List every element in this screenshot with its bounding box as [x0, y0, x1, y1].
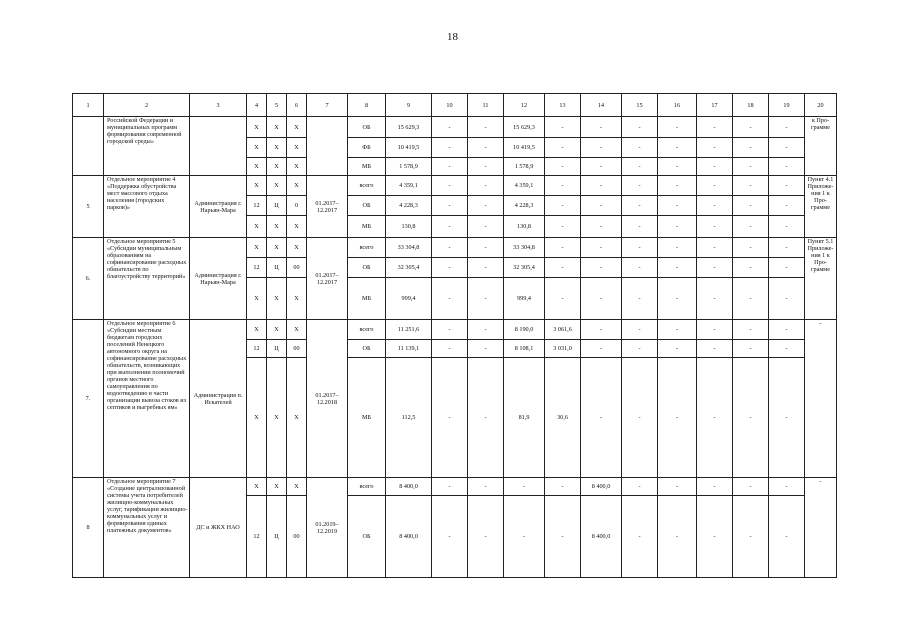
- amount-cell: -: [581, 278, 622, 320]
- amount-cell: -: [658, 320, 697, 340]
- amount-cell: -: [468, 340, 504, 358]
- amount-cell: -: [432, 340, 468, 358]
- budget-code-cell: Х: [287, 278, 307, 320]
- note-cell: Пункт 4.1 Приложе-ния 1 к Про-грамме: [805, 176, 837, 238]
- amount-cell: -: [658, 478, 697, 496]
- period-cell: 01.2017–12.2017: [307, 176, 348, 238]
- amount-cell: -: [769, 158, 805, 176]
- budget-code-cell: Х: [287, 158, 307, 176]
- amount-cell: 4 359,1: [504, 176, 545, 196]
- budget-code-cell: Х: [247, 358, 267, 478]
- amount-cell: -: [432, 320, 468, 340]
- amount-cell: -: [468, 496, 504, 578]
- amount-cell: -: [769, 478, 805, 496]
- amount-cell: -: [697, 478, 733, 496]
- budget-code-cell: Х: [267, 138, 287, 158]
- budget-code-cell: 0: [287, 196, 307, 216]
- amount-cell: -: [432, 238, 468, 258]
- amount-cell: -: [581, 158, 622, 176]
- budget-code-cell: Х: [247, 478, 267, 496]
- amount-cell: -: [769, 117, 805, 138]
- measure-name: Отдельное мероприятие 6 «Субсидии местным бюджетам городских поселений Ненецкого автономного округа на софинансирование расходных обязательств, возникающих при выполнении полномочий органов местного самоуправления по водоотведению в части организации вывоза стоков из септиков и выгребных ям»: [104, 320, 190, 478]
- executor: Администрация г. Нарьян-Мара: [190, 176, 247, 238]
- amount-cell: 8 400,0: [386, 478, 432, 496]
- amount-cell: -: [622, 216, 658, 238]
- amount-cell: -: [733, 196, 769, 216]
- amount-cell: -: [733, 216, 769, 238]
- budget-code-cell: Х: [267, 158, 287, 176]
- amount-cell: 8 400,0: [581, 496, 622, 578]
- budget-code-cell: Х: [267, 278, 287, 320]
- amount-cell: -: [658, 238, 697, 258]
- row-number: 7.: [73, 320, 104, 478]
- budget-code-cell: Х: [247, 158, 267, 176]
- amount-cell: -: [545, 238, 581, 258]
- funding-source-cell: ОБ: [348, 340, 386, 358]
- amount-cell: -: [432, 478, 468, 496]
- note-cell: Пункт 5.1 Приложе-ния 1 к Про-грамме: [805, 238, 837, 320]
- amount-cell: -: [545, 196, 581, 216]
- amount-cell: -: [468, 238, 504, 258]
- amount-cell: -: [545, 258, 581, 278]
- amount-cell: -: [468, 278, 504, 320]
- period-cell: 01.2019–12.2019: [307, 478, 348, 578]
- amount-cell: -: [581, 196, 622, 216]
- amount-cell: 15 629,3: [386, 117, 432, 138]
- amount-cell: -: [658, 117, 697, 138]
- column-number-cell: 20: [805, 94, 837, 117]
- amount-cell: -: [733, 340, 769, 358]
- amount-cell: -: [622, 340, 658, 358]
- amount-cell: -: [697, 176, 733, 196]
- measure-name: Отдельное мероприятие 4 «Поддержка обустройства мест массового отдыха населения (городских парков)»: [104, 176, 190, 238]
- budget-code-cell: Х: [267, 358, 287, 478]
- amount-cell: 112,5: [386, 358, 432, 478]
- budget-code-cell: Х: [267, 320, 287, 340]
- note-cell: -: [805, 320, 837, 478]
- period-cell: 01.2017–12.2017: [307, 238, 348, 320]
- amount-cell: -: [658, 216, 697, 238]
- budget-code-cell: Х: [287, 138, 307, 158]
- amount-cell: -: [769, 258, 805, 278]
- row-number: [73, 117, 104, 176]
- column-number-cell: 19: [769, 94, 805, 117]
- period-cell: [307, 117, 348, 176]
- column-number-cell: 18: [733, 94, 769, 117]
- budget-code-cell: Х: [247, 320, 267, 340]
- funding-source-cell: МБ: [348, 216, 386, 238]
- amount-cell: -: [769, 340, 805, 358]
- amount-cell: -: [697, 158, 733, 176]
- budget-code-cell: Х: [247, 176, 267, 196]
- funding-source-cell: МБ: [348, 158, 386, 176]
- amount-cell: -: [658, 278, 697, 320]
- budget-code-cell: Х: [247, 238, 267, 258]
- amount-cell: 130,8: [386, 216, 432, 238]
- amount-cell: -: [545, 496, 581, 578]
- amount-cell: -: [733, 117, 769, 138]
- amount-cell: -: [697, 340, 733, 358]
- amount-cell: -: [769, 196, 805, 216]
- amount-cell: -: [581, 320, 622, 340]
- amount-cell: -: [769, 238, 805, 258]
- amount-cell: -: [581, 216, 622, 238]
- amount-cell: 10 419,5: [386, 138, 432, 158]
- funding-source-cell: всего: [348, 320, 386, 340]
- column-number-cell: 15: [622, 94, 658, 117]
- column-number-cell: 14: [581, 94, 622, 117]
- budget-code-cell: Ц: [267, 340, 287, 358]
- amount-cell: -: [697, 496, 733, 578]
- budget-code-cell: 12: [247, 496, 267, 578]
- amount-cell: -: [622, 176, 658, 196]
- funding-source-cell: ОБ: [348, 117, 386, 138]
- column-number-cell: 8: [348, 94, 386, 117]
- amount-cell: 1 578,9: [386, 158, 432, 176]
- amount-cell: -: [769, 496, 805, 578]
- amount-cell: -: [658, 258, 697, 278]
- amount-cell: -: [658, 496, 697, 578]
- amount-cell: -: [545, 278, 581, 320]
- column-number-cell: 5: [267, 94, 287, 117]
- amount-cell: -: [769, 278, 805, 320]
- budget-code-cell: Х: [287, 358, 307, 478]
- amount-cell: -: [545, 138, 581, 158]
- amount-cell: -: [581, 138, 622, 158]
- budget-code-cell: 12: [247, 258, 267, 278]
- amount-cell: -: [658, 138, 697, 158]
- funding-source-cell: ОБ: [348, 258, 386, 278]
- table-row: [73, 238, 837, 258]
- amount-cell: 33 304,8: [504, 238, 545, 258]
- period-cell: 01.2017–12.2018: [307, 320, 348, 478]
- amount-cell: -: [432, 216, 468, 238]
- amount-cell: -: [622, 478, 658, 496]
- amount-cell: -: [769, 358, 805, 478]
- column-number-cell: 6: [287, 94, 307, 117]
- budget-code-cell: Х: [287, 117, 307, 138]
- amount-cell: -: [545, 158, 581, 176]
- amount-cell: -: [733, 278, 769, 320]
- budget-code-cell: 00: [287, 258, 307, 278]
- budget-code-cell: Х: [267, 176, 287, 196]
- amount-cell: -: [697, 196, 733, 216]
- amount-cell: -: [658, 176, 697, 196]
- amount-cell: -: [581, 238, 622, 258]
- amount-cell: 999,4: [504, 278, 545, 320]
- amount-cell: 8 190,0: [504, 320, 545, 340]
- amount-cell: -: [432, 278, 468, 320]
- amount-cell: -: [733, 138, 769, 158]
- amount-cell: -: [468, 358, 504, 478]
- amount-cell: -: [468, 258, 504, 278]
- amount-cell: -: [468, 138, 504, 158]
- amount-cell: -: [432, 176, 468, 196]
- amount-cell: -: [622, 238, 658, 258]
- amount-cell: -: [733, 478, 769, 496]
- amount-cell: -: [697, 320, 733, 340]
- amount-cell: -: [733, 496, 769, 578]
- amount-cell: -: [658, 196, 697, 216]
- amount-cell: -: [545, 117, 581, 138]
- amount-cell: -: [581, 176, 622, 196]
- budget-code-cell: Х: [287, 216, 307, 238]
- budget-code-cell: Х: [287, 478, 307, 496]
- amount-cell: 11 251,6: [386, 320, 432, 340]
- note-cell: -: [805, 478, 837, 578]
- budget-code-cell: Х: [247, 138, 267, 158]
- amount-cell: -: [432, 138, 468, 158]
- amount-cell: -: [581, 117, 622, 138]
- budget-code-cell: Ц: [267, 496, 287, 578]
- amount-cell: -: [697, 238, 733, 258]
- column-number-cell: 3: [190, 94, 247, 117]
- executor: [190, 117, 247, 176]
- budget-code-cell: Х: [287, 176, 307, 196]
- amount-cell: 3 031,0: [545, 340, 581, 358]
- row-number: 6.: [73, 238, 104, 320]
- amount-cell: -: [658, 158, 697, 176]
- column-number-row: [73, 94, 837, 117]
- budget-code-cell: 12: [247, 196, 267, 216]
- amount-cell: 1 578,9: [504, 158, 545, 176]
- column-number-cell: 10: [432, 94, 468, 117]
- amount-cell: 15 629,3: [504, 117, 545, 138]
- amount-cell: -: [581, 358, 622, 478]
- amount-cell: -: [622, 117, 658, 138]
- amount-cell: -: [697, 138, 733, 158]
- amount-cell: -: [769, 176, 805, 196]
- amount-cell: -: [468, 320, 504, 340]
- amount-cell: 999,4: [386, 278, 432, 320]
- amount-cell: -: [545, 176, 581, 196]
- column-number-cell: 4: [247, 94, 267, 117]
- amount-cell: -: [468, 196, 504, 216]
- amount-cell: -: [545, 216, 581, 238]
- budget-code-cell: 00: [287, 340, 307, 358]
- amount-cell: -: [622, 196, 658, 216]
- amount-cell: 81,9: [504, 358, 545, 478]
- budget-code-cell: Х: [247, 216, 267, 238]
- table-row: [73, 176, 837, 196]
- amount-cell: 8 400,0: [581, 478, 622, 496]
- amount-cell: -: [733, 258, 769, 278]
- amount-cell: -: [769, 320, 805, 340]
- funding-source-cell: МБ: [348, 278, 386, 320]
- amount-cell: 4 359,1: [386, 176, 432, 196]
- amount-cell: -: [432, 196, 468, 216]
- budget-code-cell: Х: [287, 320, 307, 340]
- amount-cell: 8 400,0: [386, 496, 432, 578]
- column-number-cell: 12: [504, 94, 545, 117]
- amount-cell: -: [468, 117, 504, 138]
- amount-cell: -: [697, 216, 733, 238]
- amount-cell: -: [468, 216, 504, 238]
- funding-source-cell: МБ: [348, 358, 386, 478]
- budget-code-cell: 00: [287, 496, 307, 578]
- amount-cell: -: [658, 358, 697, 478]
- amount-cell: 33 304,8: [386, 238, 432, 258]
- amount-cell: -: [468, 478, 504, 496]
- budget-code-cell: Ц: [267, 196, 287, 216]
- amount-cell: -: [581, 340, 622, 358]
- amount-cell: -: [468, 158, 504, 176]
- funding-source-cell: ОБ: [348, 496, 386, 578]
- funding-source-cell: всего: [348, 478, 386, 496]
- budget-code-cell: 12: [247, 340, 267, 358]
- column-number-cell: 11: [468, 94, 504, 117]
- table-row: [73, 478, 837, 496]
- amount-cell: -: [432, 158, 468, 176]
- amount-cell: -: [769, 216, 805, 238]
- budget-code-cell: Ц: [267, 258, 287, 278]
- budget-code-cell: Х: [267, 216, 287, 238]
- budget-code-cell: Х: [267, 238, 287, 258]
- funding-source-cell: ОБ: [348, 196, 386, 216]
- measure-name: Российской Федерации и муниципальных программ формирования современной городской среды»: [104, 117, 190, 176]
- amount-cell: 32 305,4: [386, 258, 432, 278]
- funding-source-cell: всего: [348, 238, 386, 258]
- amount-cell: -: [697, 258, 733, 278]
- amount-cell: -: [622, 138, 658, 158]
- column-number-cell: 13: [545, 94, 581, 117]
- amount-cell: -: [432, 496, 468, 578]
- column-number-cell: 16: [658, 94, 697, 117]
- column-number-cell: 17: [697, 94, 733, 117]
- amount-cell: -: [658, 340, 697, 358]
- amount-cell: -: [622, 158, 658, 176]
- amount-cell: 32 305,4: [504, 258, 545, 278]
- budget-code-cell: Х: [247, 278, 267, 320]
- amount-cell: -: [622, 496, 658, 578]
- amount-cell: 30,6: [545, 358, 581, 478]
- budget-code-cell: Х: [247, 117, 267, 138]
- executor: Администрация г. Нарьян-Мара: [190, 238, 247, 320]
- funding-source-cell: ФБ: [348, 138, 386, 158]
- amount-cell: -: [769, 138, 805, 158]
- amount-cell: -: [504, 496, 545, 578]
- amount-cell: -: [733, 320, 769, 340]
- amount-cell: 8 108,1: [504, 340, 545, 358]
- column-number-cell: 2: [104, 94, 190, 117]
- amount-cell: -: [733, 238, 769, 258]
- funding-source-cell: всего: [348, 176, 386, 196]
- row-number: 8: [73, 478, 104, 578]
- amount-cell: -: [581, 258, 622, 278]
- amount-cell: 3 061,6: [545, 320, 581, 340]
- row-number: 5: [73, 176, 104, 238]
- amount-cell: -: [697, 358, 733, 478]
- budget-code-cell: Х: [267, 117, 287, 138]
- measure-name: Отдельное мероприятие 7 «Создание централизованной системы учета потребителей жилищно-коммунальных услуг, тарификации жилищно-коммунальных услуг и формирования единых платежных документов»: [104, 478, 190, 578]
- amount-cell: 4 228,3: [386, 196, 432, 216]
- amount-cell: -: [697, 117, 733, 138]
- amount-cell: -: [622, 320, 658, 340]
- amount-cell: 10 419,5: [504, 138, 545, 158]
- program-table: [72, 93, 837, 578]
- budget-code-cell: Х: [267, 478, 287, 496]
- amount-cell: -: [733, 158, 769, 176]
- amount-cell: 130,8: [504, 216, 545, 238]
- amount-cell: -: [733, 176, 769, 196]
- amount-cell: 11 139,1: [386, 340, 432, 358]
- column-number-cell: 7: [307, 94, 348, 117]
- amount-cell: 4 228,3: [504, 196, 545, 216]
- amount-cell: -: [733, 358, 769, 478]
- table-row: [73, 320, 837, 340]
- amount-cell: -: [468, 176, 504, 196]
- budget-code-cell: Х: [287, 238, 307, 258]
- amount-cell: -: [622, 278, 658, 320]
- amount-cell: -: [432, 117, 468, 138]
- table-row: [73, 117, 837, 138]
- amount-cell: -: [545, 478, 581, 496]
- amount-cell: -: [622, 358, 658, 478]
- amount-cell: -: [504, 478, 545, 496]
- note-cell: к Про-грамме: [805, 117, 837, 176]
- executor: Администрация п. Искателей: [190, 320, 247, 478]
- measure-name: Отдельное мероприятие 5 «Субсидии муниципальным образованиям на софинансирование расходных обязательств по благоустройству территорий»: [104, 238, 190, 320]
- amount-cell: -: [697, 278, 733, 320]
- executor: ДС и ЖКХ НАО: [190, 478, 247, 578]
- amount-cell: -: [432, 358, 468, 478]
- column-number-cell: 9: [386, 94, 432, 117]
- page-number: 18: [447, 31, 458, 43]
- amount-cell: -: [622, 258, 658, 278]
- column-number-cell: 1: [73, 94, 104, 117]
- amount-cell: -: [432, 258, 468, 278]
